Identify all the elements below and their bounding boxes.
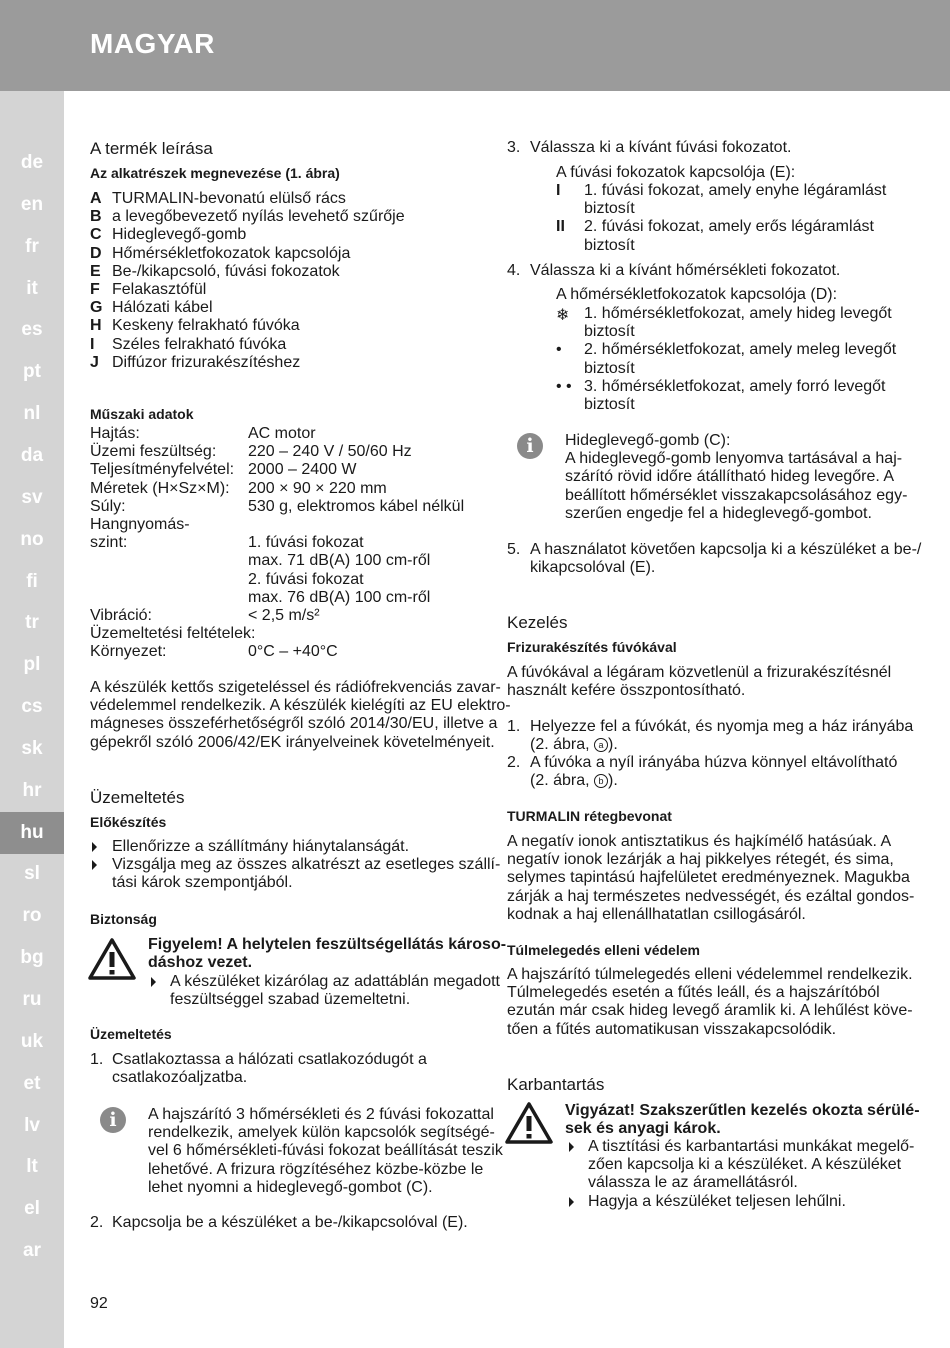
part-text: Hőmérsékletfokozatok kapcsolója bbox=[112, 244, 351, 262]
fan-switch-label: A fúvási fokozatok kapcsolója (E): bbox=[556, 164, 796, 181]
tech-label: Méretek (H×Sz×M): bbox=[90, 479, 230, 497]
temp-level-line: 2. hőmérsékletfokozat, amely meleg levegőt bbox=[584, 341, 897, 359]
language-tab-et[interactable]: et bbox=[23, 1072, 41, 1094]
maintenance-item-line: zően kapcsolja ki a készüléket. A készüléket bbox=[588, 1156, 902, 1174]
nozzle-text-line: A fúvókával a légáram közvetlenül a frizurakészítésnél bbox=[507, 664, 892, 681]
step-number: 2. bbox=[90, 1214, 104, 1231]
part-text: Hálózati kábel bbox=[112, 299, 213, 317]
tech-value: 0°C – +40°C bbox=[248, 643, 338, 661]
language-tab-sv[interactable]: sv bbox=[21, 486, 43, 508]
tech-value: AC motor bbox=[248, 425, 316, 442]
part-text: a levegőbevezető nyílás levehető szűrője bbox=[112, 208, 405, 226]
temp-level-line: biztosít bbox=[584, 359, 635, 377]
prep-item-line: tási károk szempontjából. bbox=[112, 874, 293, 892]
language-sidebar bbox=[0, 91, 64, 1348]
maintenance-item-line: Hagyja a készüléket teljesen lehűlni. bbox=[588, 1192, 846, 1210]
language-tab-hr[interactable]: hr bbox=[22, 779, 42, 801]
step-line: Helyezze fel a fúvókát, és nyomja meg a ház irányába bbox=[530, 718, 914, 735]
language-tab-de[interactable]: de bbox=[20, 152, 44, 173]
tech-label: Hangnyomás- bbox=[90, 516, 190, 533]
temp-level-line: 1. hőmérsékletfokozat, amely hideg levegőt bbox=[584, 305, 892, 322]
tech-label: Üzemi feszültség: bbox=[90, 443, 217, 461]
part-key: C bbox=[90, 226, 102, 244]
step-number: 1. bbox=[90, 1051, 104, 1068]
language-tab-sk[interactable]: sk bbox=[21, 737, 43, 759]
safety-heading: Biztonság bbox=[90, 911, 157, 927]
part-key: A bbox=[90, 190, 102, 207]
fan-level-line: biztosít bbox=[584, 236, 635, 254]
overheat-heading: Túlmelegedés elleni védelem bbox=[507, 942, 700, 958]
part-text: Hideglevegő-gomb bbox=[112, 226, 247, 244]
page-header bbox=[0, 0, 950, 91]
tech-value: max. 76 dB(A) 100 cm-ről bbox=[248, 588, 431, 606]
product-title: A termék leírása bbox=[90, 139, 213, 158]
step-line: Válassza ki a kívánt hőmérsékleti fokozatot. bbox=[530, 262, 841, 279]
figure-ref-icon: b bbox=[594, 774, 608, 788]
bullet-arrow-icon bbox=[569, 1142, 574, 1152]
page-number: 92 bbox=[90, 1295, 108, 1312]
info-line: szerűen engedje fel a hideglevegő-gombot. bbox=[565, 504, 872, 522]
language-tab-uk[interactable]: uk bbox=[20, 1030, 44, 1052]
tourmaline-line: kodnak a haj ellenállhatatlan csillogásáról. bbox=[507, 905, 806, 923]
step-line: A használatot követően kapcsolja ki a készüléket a be-/ bbox=[530, 541, 922, 558]
info-line: szárító rövid időre átállítható hideg levegőre. A bbox=[565, 468, 895, 486]
fan-level-symbol: II bbox=[556, 218, 565, 236]
tech-heading: Műszaki adatok bbox=[90, 406, 194, 422]
temp-level-symbol: ❄ bbox=[556, 307, 570, 324]
info-line: A hajszárító 3 hőmérsékleti és 2 fúvási fokozattal bbox=[148, 1106, 494, 1123]
part-text: Felakasztófül bbox=[112, 281, 207, 298]
tourmaline-line: negatív ionok lezárják a haj pikkelyes rétegét, és sima, bbox=[507, 851, 894, 869]
tourmaline-line: selymes tapintású hajfelületet eredményeznek. Magukba bbox=[507, 869, 910, 887]
handling-title: Kezelés bbox=[507, 613, 568, 632]
tech-label: Súly: bbox=[90, 497, 126, 515]
step-line: kikapcsolóval (E). bbox=[530, 559, 656, 577]
part-key: H bbox=[90, 317, 102, 335]
tech-label: Vibráció: bbox=[90, 607, 152, 624]
compliance-line: védelemmel rendelkezik. A készülék kielégíti az EU elektro- bbox=[90, 697, 511, 715]
tech-value: < 2,5 m/s² bbox=[248, 607, 320, 624]
fan-level-line: biztosít bbox=[584, 200, 635, 218]
bullet-arrow-icon bbox=[151, 977, 156, 987]
temp-level-line: biztosít bbox=[584, 323, 635, 341]
language-tab-bg[interactable]: bg bbox=[20, 947, 44, 969]
tech-value: 2000 – 2400 W bbox=[248, 461, 357, 479]
temp-switch-label: A hőmérsékletfokozatok kapcsolója (D): bbox=[556, 286, 838, 303]
language-tab-el[interactable]: el bbox=[24, 1198, 40, 1220]
tech-value: 1. fúvási fokozat bbox=[248, 534, 364, 552]
info-line: lehet nyomni a hideglevegő-gombot (C). bbox=[148, 1178, 433, 1196]
info-line: beállított hőmérséklet visszakapcsolásához egy- bbox=[565, 486, 908, 504]
info-line: Hideglevegő-gomb (C): bbox=[565, 432, 731, 449]
language-tab-pt[interactable]: pt bbox=[23, 361, 41, 383]
tech-value: 530 g, elektromos kábel nélkül bbox=[248, 497, 465, 515]
tech-value: max. 71 dB(A) 100 cm-ről bbox=[248, 552, 431, 570]
tech-value: 220 – 240 V / 50/60 Hz bbox=[248, 443, 412, 461]
info-icon: i bbox=[517, 433, 543, 459]
safety-warning-line: Figyelem! A helytelen feszültségellátás károso- bbox=[148, 936, 507, 953]
maintenance-item-line: A tisztítási és karbantartási munkákat megelő- bbox=[588, 1138, 915, 1155]
fan-level-line: 2. fúvási fokozat, amely erős légáramlást bbox=[584, 218, 874, 236]
part-key: G bbox=[90, 299, 103, 317]
language-tab-lv[interactable]: lv bbox=[24, 1114, 40, 1136]
info-icon: i bbox=[100, 1107, 126, 1133]
compliance-line: mágneses összeférhetőségről szóló 2014/30/EU, illetve a bbox=[90, 715, 498, 733]
overheat-line: Túlmelegedés esetén a fűtés leáll, és a hajszárítóból bbox=[507, 984, 880, 1002]
fan-level-line: 1. fúvási fokozat, amely enyhe légáramlást bbox=[584, 182, 887, 199]
op-heading: Üzemeltetés bbox=[90, 1026, 172, 1042]
tech-value: 200 × 90 × 220 mm bbox=[248, 479, 387, 497]
language-tab-sl[interactable]: sl bbox=[24, 863, 40, 885]
tech-label: Teljesítményfelvétel: bbox=[90, 461, 235, 479]
tourmaline-line: A negatív ionok antisztatikus és hajkímélő hatásúak. A bbox=[507, 833, 892, 850]
warning-icon bbox=[505, 1102, 553, 1144]
part-key: F bbox=[90, 281, 100, 298]
safety-item-line: A készüléket kizárólag az adattáblán megadott bbox=[170, 973, 500, 990]
parts-heading: Az alkatrészek megnevezése (1. ábra) bbox=[90, 165, 340, 181]
part-key: E bbox=[90, 262, 101, 280]
tech-label: Hajtás: bbox=[90, 425, 140, 442]
tech-label: szint: bbox=[90, 534, 128, 552]
compliance-line: gépekről szóló 2006/42/EK irányelveinek követelményeit. bbox=[90, 733, 495, 751]
part-text: Keskeny felrakható fúvóka bbox=[112, 317, 300, 335]
temp-level-line: biztosít bbox=[584, 396, 635, 413]
language-tab-fi[interactable]: fi bbox=[26, 570, 38, 592]
language-tab-en[interactable]: en bbox=[20, 193, 44, 215]
header-title: MAGYAR bbox=[90, 28, 215, 59]
maintenance-item-line: válassza le az áramellátásról. bbox=[588, 1174, 798, 1192]
language-tab-es[interactable]: es bbox=[21, 319, 43, 341]
maintenance-warning-line: sek és anyagi károk. bbox=[565, 1120, 721, 1138]
info-line: A hideglevegő-gomb lenyomva tartásával a haj- bbox=[565, 450, 903, 468]
overheat-line: A hajszárító túlmelegedés elleni védelemmel rendelkezik. bbox=[507, 966, 913, 983]
language-tab-ru[interactable]: ru bbox=[22, 989, 42, 1010]
language-tab-tr[interactable]: tr bbox=[25, 612, 39, 634]
part-key: D bbox=[90, 244, 102, 262]
info-line: lehetővé. A frizura rögzítéséhez közbe-közbe le bbox=[148, 1160, 484, 1178]
info-line: vel 6 hőmérsékleti-fúvási fokozat beállítását teszik bbox=[148, 1142, 503, 1160]
figure-ref-icon: a bbox=[594, 738, 608, 752]
overheat-line: tően a fűtés automatikusan visszakapcsolódik. bbox=[507, 1020, 837, 1038]
temp-level-symbol: • • bbox=[556, 377, 572, 395]
info-line: rendelkezik, amelyek külön kapcsolók segítségé- bbox=[148, 1124, 495, 1142]
prep-heading: Előkészítés bbox=[90, 814, 167, 830]
step-number: 2. bbox=[507, 754, 521, 771]
language-tab-lt[interactable]: lt bbox=[26, 1156, 38, 1178]
safety-item-line: feszültséggel szabad üzemeltetni. bbox=[170, 991, 411, 1009]
maintenance-warning-line: Vigyázat! Szakszerűtlen kezelés okozta sérülé- bbox=[565, 1102, 920, 1119]
nozzle-text-line: használt kefére összpontosítható. bbox=[507, 682, 746, 700]
part-text: Diffúzor frizurakészítéshez bbox=[112, 353, 301, 371]
step-line: Csatlakoztassa a hálózati csatlakozódugót a bbox=[112, 1051, 427, 1068]
step-line: Válassza ki a kívánt fúvási fokozatot. bbox=[530, 139, 792, 156]
step-line: (2. ábra, a ). bbox=[530, 736, 618, 754]
warning-icon bbox=[88, 938, 136, 980]
language-tab-ro[interactable]: ro bbox=[22, 905, 42, 927]
fan-level-symbol: I bbox=[556, 182, 561, 199]
part-text: TURMALIN-bevonatú elülső rács bbox=[112, 190, 346, 207]
operation-title: Üzemeltetés bbox=[90, 788, 185, 807]
part-text: Széles felrakható fúvóka bbox=[112, 335, 287, 353]
part-key: I bbox=[90, 335, 95, 353]
prep-item-line: Ellenőrizze a szállítmány hiánytalanságát. bbox=[112, 838, 410, 855]
language-tab-ar[interactable]: ar bbox=[23, 1240, 41, 1262]
language-tab-da[interactable]: da bbox=[20, 444, 44, 466]
step-number: 1. bbox=[507, 718, 521, 735]
compliance-line: A készülék kettős szigeteléssel és rádiófrekvenciás zavar- bbox=[90, 679, 501, 696]
bullet-arrow-icon bbox=[92, 860, 97, 870]
tech-value: 2. fúvási fokozat bbox=[248, 570, 364, 588]
step-line: (2. ábra, b ). bbox=[530, 772, 618, 790]
tech-label: Üzemeltetési feltételek: bbox=[90, 625, 256, 643]
step-line: csatlakozóaljzatba. bbox=[112, 1069, 248, 1087]
part-text: Be-/kikapcsoló, fúvási fokozatok bbox=[112, 262, 340, 280]
tourmaline-heading: TURMALIN rétegbevonat bbox=[507, 808, 672, 824]
maintenance-title: Karbantartás bbox=[507, 1075, 605, 1094]
temp-level-line: 3. hőmérsékletfokozat, amely forró levegőt bbox=[584, 377, 886, 395]
temp-level-symbol: • bbox=[556, 341, 562, 359]
language-tab-nl[interactable]: nl bbox=[23, 403, 41, 425]
language-tab-no[interactable]: no bbox=[20, 528, 44, 550]
tourmaline-line: zárják a haj természetes nedvességét, és ezáltal gondos- bbox=[507, 887, 915, 905]
language-tab-hu[interactable]: hu bbox=[0, 812, 64, 854]
bullet-arrow-icon bbox=[92, 842, 97, 852]
step-line: A fúvóka a nyíl irányába húzva könnyel eltávolítható bbox=[530, 754, 898, 771]
overheat-line: ezután már csak hideg levegő áramlik ki. A lehűlést köve- bbox=[507, 1002, 913, 1020]
part-key: B bbox=[90, 208, 102, 226]
prep-item-line: Vizsgálja meg az összes alkatrészt az esetleges szállí- bbox=[112, 856, 501, 874]
language-tab-fr[interactable]: fr bbox=[25, 235, 39, 257]
safety-warning-line: dáshoz vezet. bbox=[148, 954, 253, 972]
step-number: 5. bbox=[507, 541, 521, 558]
language-tab-pl[interactable]: pl bbox=[23, 654, 41, 676]
part-key: J bbox=[90, 353, 99, 371]
tech-label: Környezet: bbox=[90, 643, 167, 661]
bullet-arrow-icon bbox=[569, 1197, 574, 1207]
language-tab-it[interactable]: it bbox=[26, 277, 38, 299]
step-number: 4. bbox=[507, 262, 521, 279]
step-number: 3. bbox=[507, 139, 521, 156]
step-line: Kapcsolja be a készüléket a be-/kikapcsolóval (E). bbox=[112, 1214, 468, 1231]
language-tab-cs[interactable]: cs bbox=[21, 696, 43, 718]
nozzle-heading: Frizurakészítés fúvókával bbox=[507, 639, 677, 655]
